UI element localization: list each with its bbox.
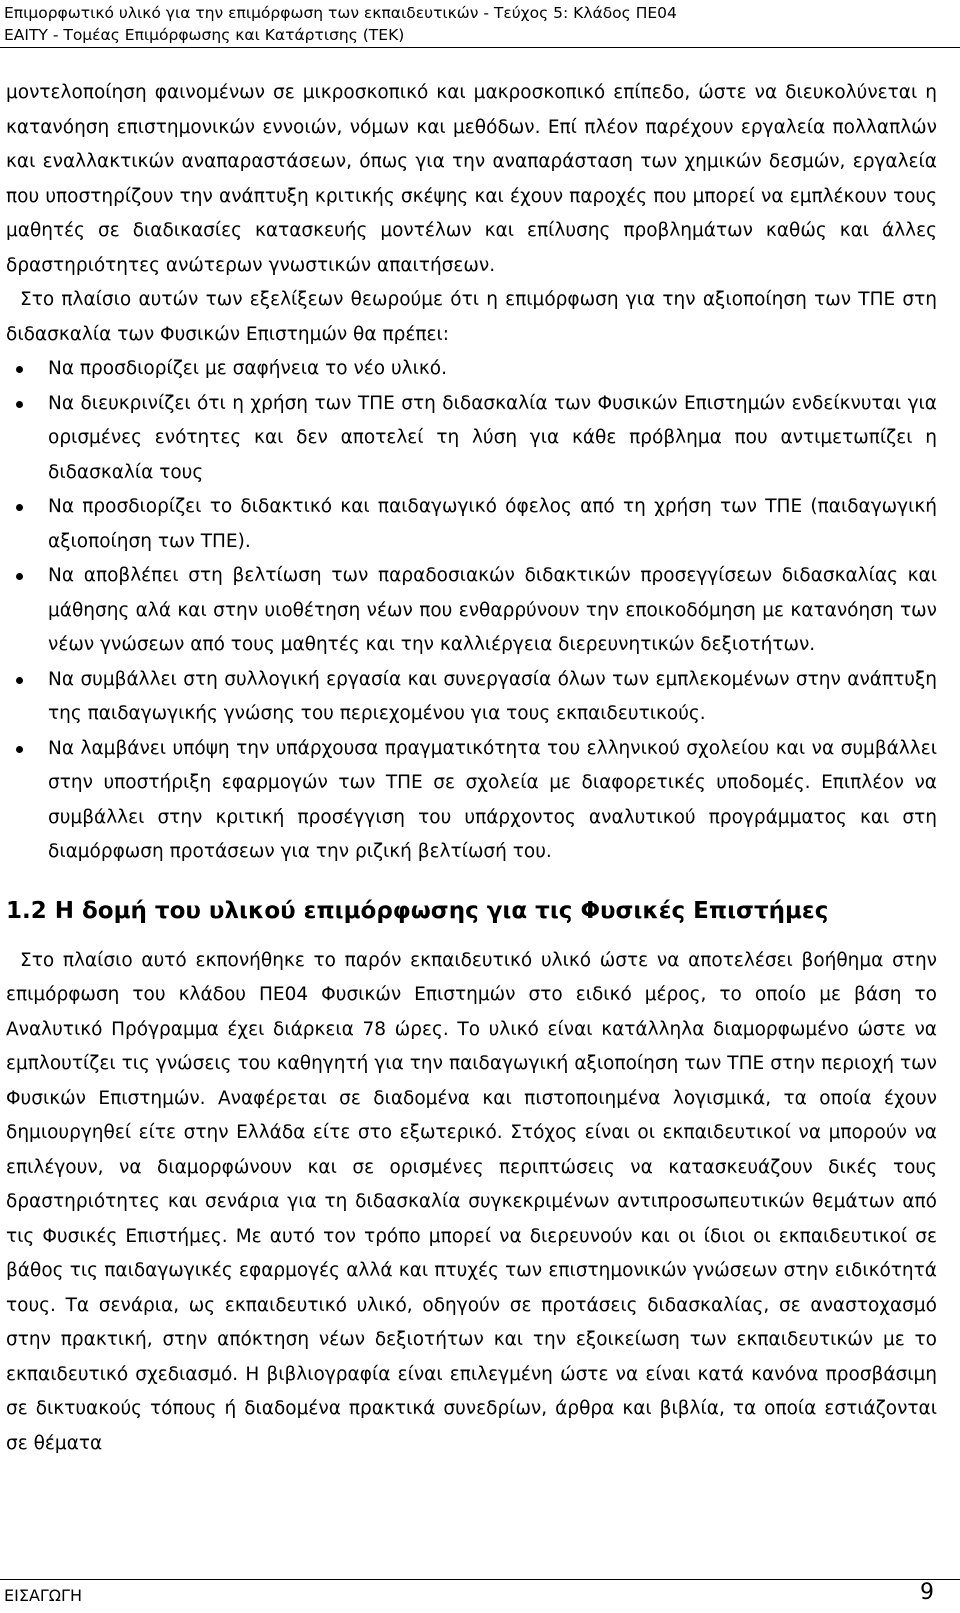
list-item: Να προσδιορίζει το διδακτικό και παιδαγωγικό όφελος από τη χρήση των ΤΠΕ (παιδαγωγική αξιοποίηση των ΤΠΕ). xyxy=(6,490,937,559)
bullet-icon xyxy=(16,746,23,753)
footer-divider xyxy=(0,1579,960,1580)
page-number: 9 xyxy=(920,1580,934,1605)
bullet-icon xyxy=(16,401,23,408)
lead-paragraph-text: Στο πλαίσιο αυτών των εξελίξεων θεωρούμε ότι η επιμόρφωση για την αξιοποίηση των ΤΠΕ στη διδασκαλία των Φυσικών Επιστημών θα πρέπει: xyxy=(6,289,937,345)
section-paragraph xyxy=(6,944,937,1462)
bullet-icon xyxy=(16,504,23,511)
footer-section-label: ΕΙΣΑΓΩΓΗ xyxy=(4,1586,82,1605)
bullet-icon xyxy=(16,677,23,684)
section-heading: 1.2 Η δομή του υλικού επιμόρφωσης για τις Φυσικές Επιστήμες xyxy=(6,897,829,924)
bullet-list xyxy=(6,352,937,870)
page-body xyxy=(6,76,937,1461)
list-item: Να λαμβάνει υπόψη την υπάρχουσα πραγματικότητα του ελληνικού σχολείου και να συμβάλλει στην υποστήριξη εφαρμογών των ΤΠΕ σε σχολεία με διαφορετικές υποδομές. Επιπλέον να συμβάλλει στην κριτική προσέγγιση του υπάρχοντος αναλυτικού προγράμματος και στη διαμόρφωση προτάσεων για την ριζική βελτίωσή του. xyxy=(6,732,937,870)
list-item: Να προσδιορίζει με σαφήνεια το νέο υλικό. xyxy=(6,352,937,387)
list-item: Να διευκρινίζει ότι η χρήση των ΤΠΕ στη διδασκαλία των Φυσικών Επιστημών ενδείκνυται για ορισμένες ενότητες και δεν αποτελεί τη λύση για κάθε πρόβλημα που αντιμετωπίζει η διδασκαλία τους xyxy=(6,387,937,491)
bullet-icon xyxy=(16,573,23,580)
header-title: Επιμορφωτικό υλικό για την επιμόρφωση των εκπαιδευτικών - Τεύχος 5: Κλάδος ΠΕ04 xyxy=(4,4,677,22)
list-item: Να αποβλέπει στη βελτίωση των παραδοσιακών διδακτικών προσεγγίσεων διδασκαλίας και μάθησης αλά και στην υιοθέτηση νέων που ενθαρρύνουν την εποικοδόμηση με κατανόηση των νέων γνώσεων από τους μαθητές και την καλλιέργεια διερευνητικών δεξιοτήτων. xyxy=(6,559,937,663)
header-subtitle: ΕΑΙΤΥ - Τομέας Επιμόρφωσης και Κατάρτισης (ΤΕΚ) xyxy=(4,26,405,44)
bullet-icon xyxy=(16,366,23,373)
lead-paragraph xyxy=(6,283,937,352)
running-header xyxy=(4,2,677,46)
list-item: Να συμβάλλει στη συλλογική εργασία και συνεργασία όλων των εμπλεκομένων στην ανάπτυξη της παιδαγωγικής γνώσης του περιεχομένου για τους εκπαιδευτικούς. xyxy=(6,663,937,732)
intro-paragraph: μοντελοποίηση φαινομένων σε μικροσκοπικό και μακροσκοπικό επίπεδο, ώστε να διευκολύνεται η κατανόηση επιστημονικών εννοιών, νόμων και μεθόδων. Επί πλέον παρέχουν εργαλεία πολλαπλών και εναλλακτικών αναπαραστάσεων, όπως για την αναπαράσταση των χημικών δεσμών, εργαλεία που υποστηρίζουν την ανάπτυξη κριτικής σκέψης και έχουν παροχές που μπορεί να εμπλέκουν τους μαθητές σε διαδικασίες κατασκευής μοντέλων και επίλυσης προβλημάτων καθώς και άλλες δραστηριότητες ανώτερων γνωστικών απαιτήσεων. xyxy=(6,82,937,276)
header-divider xyxy=(0,47,960,48)
section-paragraph-text: Στο πλαίσιο αυτό εκπονήθηκε το παρόν εκπαιδευτικό υλικό ώστε να αποτελέσει βοήθημα στην επιμόρφωση του κλάδου ΠΕ04 Φυσικών Επιστημών στο ειδικό μέρος, το οποίο με βάση το Αναλυτικό Πρόγραμμα έχει διάρκεια 78 ώρες. Το υλικό είναι κατάλληλα διαμορφωμένο ώστε να εμπλουτίζει τις γνώσεις του καθηγητή για την παιδαγωγική αξιοποίηση των ΤΠΕ στην περιοχή των Φυσικών Επιστημών. Αναφέρεται σε διαδομένα και πιστοποιημένα λογισμικά, τα οποία έχουν δημιουργηθεί είτε στην Ελλάδα είτε στο εξωτερικό. Στόχος είναι οι εκπαιδευτικοί να μπορούν να επιλέγουν, να διαμορφώνουν και σε ορισμένες περιπτώσεις να κατασκευάζουν δικές τους δραστηριότητες και σενάρια για τη διδασκαλία συγκεκριμένων αντιπροσωπευτικών θεμάτων από τις Φυσικές Επιστήμες. Με αυτό τον τρόπο μπορεί να διερευνούν και οι ίδιοι οι εκπαιδευτικοί σε βάθος τις παιδαγωγικές εφαρμογές αλλά και πτυχές των επιστημονικών γνώσεων στην ειδικότητά τους. Τα σενάρια, ως εκπαιδευτικό υλικό, οδηγούν σε προτάσεις διδασκαλίας, σε αναστοχασμό στην πρακτική, στην απόκτηση νέων δεξιοτήτων και την εξοικείωση των εκπαιδευτικών με το εκπαιδευτικό σχεδιασμό. Η βιβλιογραφία είναι επιλεγμένη ώστε να είναι κατά κανόνα προσβάσιμη σε δικτυακούς τόπους ή διαδομένα πρακτικά συνεδρίων, άρθρα και βιβλία, τα οποία εστιάζονται σε θέματα xyxy=(6,949,937,1454)
